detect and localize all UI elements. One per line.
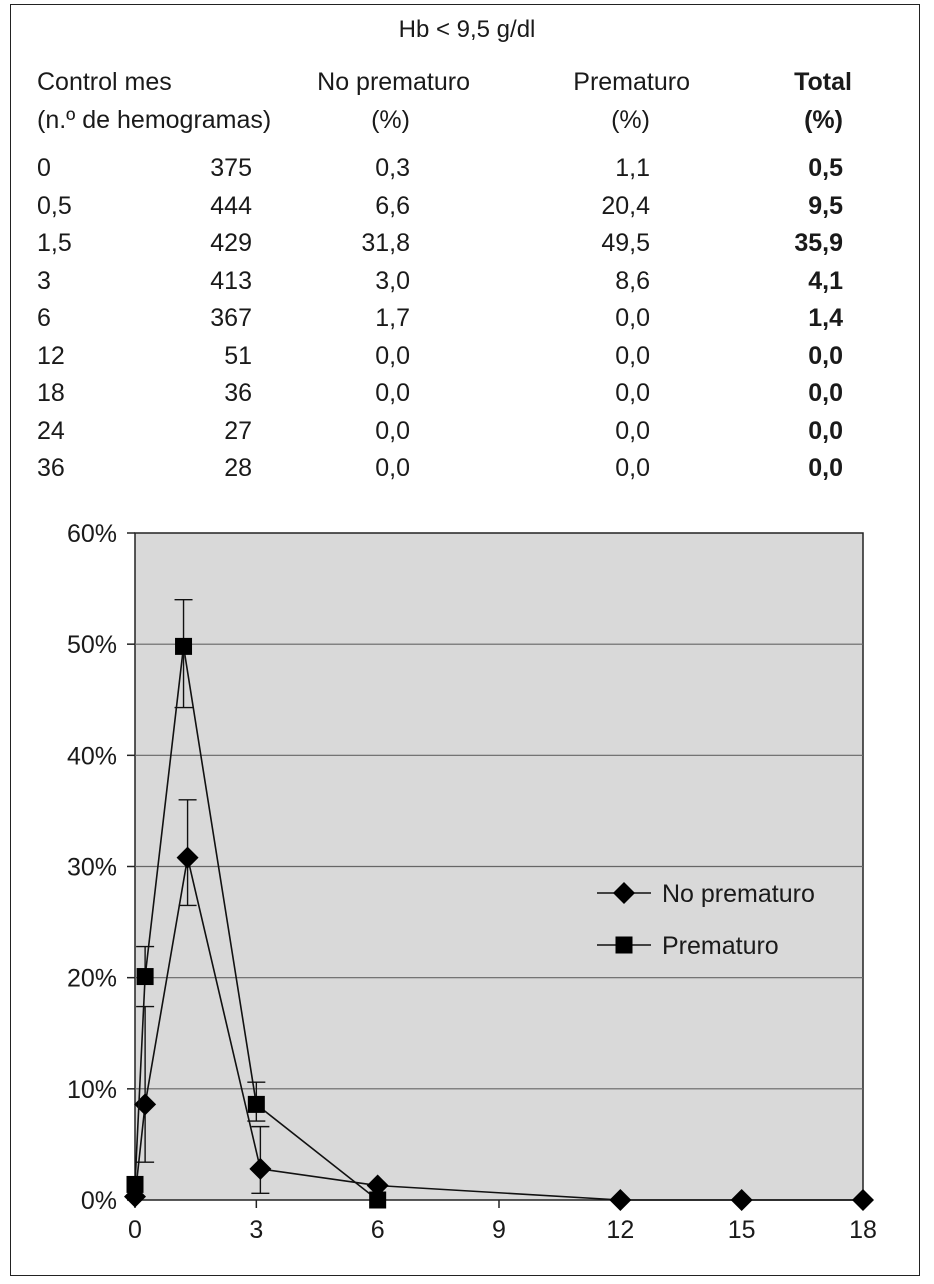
x-tick-label: 18 <box>849 1216 877 1244</box>
cell-n: 51 <box>224 341 252 370</box>
x-tick-label: 0 <box>128 1216 142 1244</box>
cell-mes: 0,5 <box>37 191 72 220</box>
data-point-prematuro <box>127 1176 144 1193</box>
cell-no-prematuro: 0,0 <box>375 379 410 407</box>
cell-mes: 36 <box>37 454 65 482</box>
header-prematuro: Prematuro <box>573 68 690 96</box>
cell-total: 35,9 <box>794 229 843 257</box>
cell-no-prematuro: 6,6 <box>375 191 410 220</box>
cell-n: 27 <box>224 416 252 445</box>
data-point-prematuro <box>248 1096 265 1113</box>
y-tick-label: 30% <box>66 853 117 882</box>
cell-no-prematuro: 0,0 <box>375 454 410 482</box>
x-tick-label: 3 <box>249 1216 264 1244</box>
cell-prematuro: 20,4 <box>601 191 650 220</box>
cell-total: 0,0 <box>808 416 843 445</box>
header-n-hemogramas: (n.º de hemogramas) <box>37 106 272 134</box>
cell-n: 367 <box>210 304 252 332</box>
cell-no-prematuro: 0,0 <box>375 341 410 370</box>
cell-total: 0,0 <box>808 454 843 482</box>
data-point-prematuro <box>175 638 192 655</box>
cell-prematuro: 1,1 <box>615 154 650 182</box>
header-total-unit: (%) <box>804 106 843 134</box>
cell-n: 36 <box>224 379 252 407</box>
cell-total: 9,5 <box>808 191 843 220</box>
cell-total: 0,0 <box>808 379 843 407</box>
y-tick-label: 50% <box>66 631 117 660</box>
y-tick-label: 40% <box>66 742 117 771</box>
cell-prematuro: 0,0 <box>615 454 650 482</box>
legend-label: Prematuro <box>662 932 779 960</box>
y-tick-label: 10% <box>66 1075 117 1104</box>
cell-mes: 12 <box>37 341 65 370</box>
cell-n: 429 <box>210 229 252 257</box>
cell-no-prematuro: 3,0 <box>375 266 410 295</box>
cell-no-prematuro: 0,0 <box>375 416 410 445</box>
header-no-prematuro: No prematuro <box>317 68 470 96</box>
cell-n: 375 <box>210 154 252 182</box>
data-point-prematuro <box>369 1192 386 1209</box>
x-tick-label: 9 <box>492 1216 506 1244</box>
cell-mes: 0 <box>37 154 51 182</box>
x-tick-label: 12 <box>606 1216 635 1244</box>
table-title: Hb < 9,5 g/dl <box>398 16 536 43</box>
cell-mes: 24 <box>37 416 65 445</box>
header-no-prematuro-unit: (%) <box>371 106 410 134</box>
data-point-prematuro <box>137 968 154 985</box>
y-tick-label: 0% <box>80 1187 117 1215</box>
header-control-mes: Control mes <box>37 68 172 96</box>
legend-label: No prematuro <box>662 880 815 908</box>
header-total: Total <box>794 68 852 96</box>
cell-mes: 18 <box>37 379 65 407</box>
cell-mes: 1,5 <box>37 229 72 257</box>
cell-prematuro: 0,0 <box>615 416 650 445</box>
cell-no-prematuro: 0,3 <box>375 154 410 182</box>
cell-total: 1,4 <box>808 304 843 332</box>
cell-n: 28 <box>224 454 252 482</box>
header-prematuro-unit: (%) <box>611 106 650 134</box>
cell-prematuro: 0,0 <box>615 341 650 370</box>
cell-no-prematuro: 31,8 <box>361 229 410 257</box>
cell-mes: 3 <box>37 266 51 295</box>
cell-mes: 6 <box>37 304 51 332</box>
cell-n: 413 <box>210 266 252 295</box>
cell-no-prematuro: 1,7 <box>375 304 410 332</box>
cell-prematuro: 0,0 <box>615 304 650 332</box>
cell-total: 0,5 <box>808 154 843 182</box>
x-tick-label: 6 <box>370 1216 385 1244</box>
cell-total: 4,1 <box>808 266 843 295</box>
x-tick-label: 15 <box>727 1216 756 1244</box>
cell-prematuro: 49,5 <box>601 229 650 257</box>
y-tick-label: 20% <box>66 964 117 993</box>
legend-marker-square <box>616 937 633 954</box>
cell-n: 444 <box>210 191 252 220</box>
cell-prematuro: 8,6 <box>615 266 650 295</box>
cell-total: 0,0 <box>808 341 843 370</box>
cell-prematuro: 0,0 <box>615 379 650 407</box>
y-tick-label: 60% <box>66 520 117 548</box>
